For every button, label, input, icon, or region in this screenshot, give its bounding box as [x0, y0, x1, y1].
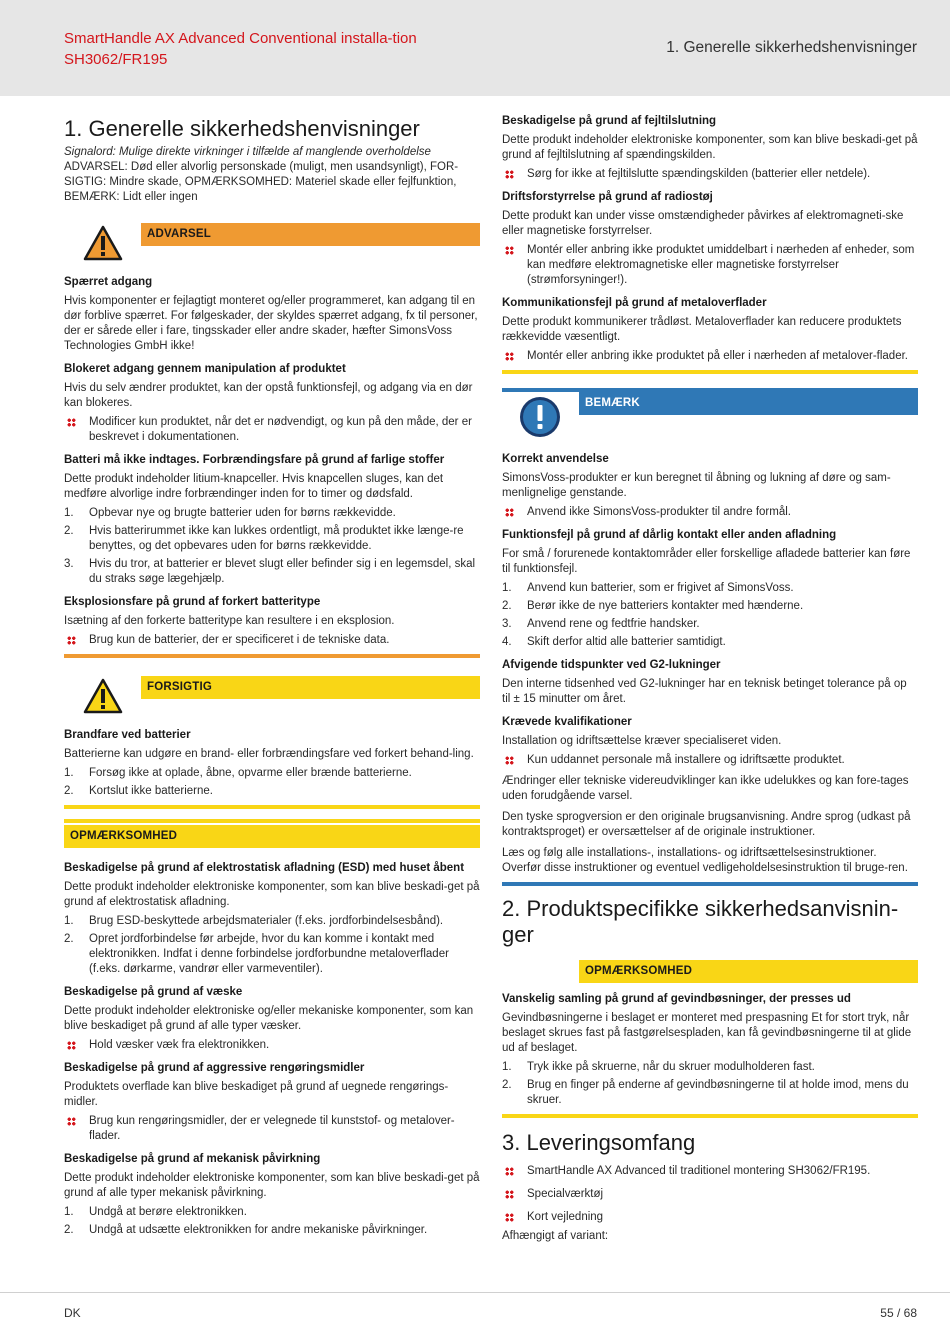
paragraph: Produktets overflade kan blive beskadiget på grund af uegnede rengørings-midler. — [64, 1081, 449, 1108]
list-item-text: Skift derfor altid alle batterier samtidigt. — [527, 636, 726, 648]
paragraph: Batterierne kan udgøre en brand- eller forbrændingsfare ved forkert behand-ling. — [64, 748, 474, 760]
list-number: 2. — [64, 785, 74, 797]
numbered-list — [64, 914, 480, 977]
bullet-icon — [505, 1167, 514, 1176]
list-item-text: Kort vejledning — [527, 1211, 604, 1223]
bullet-icon — [67, 636, 76, 645]
footer-page-number: 55 / 68 — [880, 1306, 917, 1320]
paragraph: Isætning af den forkerte batteritype kan resultere i en eksplosion. — [64, 615, 395, 627]
heading-esd: Beskadigelse på grund af elektrostatisk afladning (ESD) med huset åbent — [64, 862, 465, 874]
list-number: 2. — [502, 1079, 512, 1091]
numbered-list — [64, 1205, 480, 1238]
list-item — [502, 1060, 918, 1075]
note-box-header — [502, 392, 918, 444]
list-number: 1. — [64, 915, 74, 927]
list-item-text: Anvend kun batterier, som er frigivet af SimonsVoss. — [527, 582, 794, 594]
bullet-icon — [67, 1117, 76, 1126]
numbered-list — [64, 506, 480, 587]
list-item — [502, 599, 918, 614]
footer-divider — [0, 1292, 950, 1293]
attention-box — [64, 819, 480, 1238]
bullet-icon — [67, 418, 76, 427]
list-number: 3. — [502, 618, 512, 630]
list-item-text: Brug kun de batterier, der er specificeret i de tekniske data. — [89, 634, 390, 646]
heading-liquid: Beskadigelse på grund af væske — [64, 986, 243, 998]
attention-box-2 — [502, 958, 918, 1118]
bullet-list — [64, 1038, 480, 1053]
heading-wrong-connection: Beskadigelse på grund af fejltilslutning — [502, 115, 717, 127]
list-item — [64, 914, 480, 929]
list-item — [64, 1038, 480, 1053]
list-item-text: Hvis du tror, at batterier er blevet slugt eller befinder sig i en legemsdel, skal du straks søge lægehjælp. — [89, 558, 476, 585]
bullet-list — [502, 505, 918, 520]
attention-box-header — [64, 823, 480, 853]
variant-note: Afhængigt af variant: — [502, 1230, 609, 1242]
paragraph: Dette produkt kan under visse omstændigheder påvirkes af elektromagneti-ske eller magnetiske forstyrrelser. — [502, 210, 904, 237]
bullet-icon — [505, 1190, 514, 1199]
paragraph: Dette produkt indeholder elektroniske komponenter, som kan blive beskadi-get på grund af elektrostatisk afladning. — [64, 881, 480, 908]
chapter-title: 1. Generelle sikkerhedshenvisninger — [64, 116, 420, 141]
note-label: BEMÆRK — [579, 392, 918, 415]
heading-metal-surfaces: Kommunikationsfejl på grund af metaloverflader — [502, 297, 767, 309]
list-item — [64, 557, 480, 587]
paragraph: Gevindbøsningerne i beslaget er monteret med prespasning Et for stort tryk, når beslaget skrues fast på fastgørelsespladen, kan få gevindbøsningerne til at glide ud af beslaget. — [502, 1012, 912, 1054]
signal-word-intro: Signalord: Mulige direkte virkninger i tilfælde af manglende overholdelse — [64, 146, 431, 158]
list-item-text: Montér eller anbring ikke produktet på eller i nærheden af metalover-flader. — [527, 350, 908, 362]
list-item-text: Anvend ikke SimonsVoss-produkter til andre formål. — [527, 506, 791, 518]
bullet-list — [502, 753, 918, 768]
warning-label: ADVARSEL — [141, 223, 480, 246]
paragraph: Ændringer eller tekniske videreudviklinger kan ikke udelukkes og kan fore-tages uden forudgående varsel. — [502, 775, 909, 802]
list-item-text: Brug en finger på enderne af gevindbøsningerne til at holde imod, mens du skruer. — [527, 1079, 909, 1106]
list-item — [502, 617, 918, 632]
chapter-3-title: 3. Leveringsomfang — [502, 1130, 696, 1155]
heading-cleaning: Beskadigelse på grund af aggressive rengøringsmidler — [64, 1062, 365, 1074]
scope-of-delivery-list — [502, 1164, 918, 1225]
numbered-list — [502, 581, 918, 650]
paragraph: For små / forurenede kontaktområder eller forskellige afladede batterier kan føre til funktionsfejl. — [502, 548, 911, 575]
warning-box — [64, 215, 480, 658]
list-item-text: Modificer kun produktet, når det er nødvendigt, og kun på den måde, der er beskrevet i dokumentationen. — [89, 416, 472, 443]
heading-blocked-access: Spærret adgang — [64, 276, 153, 288]
list-item — [64, 1205, 480, 1220]
list-item-text: Opret jordforbindelse før arbejde, hvor du kan komme i kontakt med elektronikken. Indfat i denne forbindelse jordforbundne metaloverflader (f.eks. dørkarme, vandrør eller varmeventiler). — [89, 933, 449, 975]
bullet-icon — [505, 170, 514, 179]
list-number: 4. — [502, 636, 512, 648]
heading-g2-times: Afvigende tidspunkter ved G2-lukninger — [502, 659, 721, 671]
list-item-text: Specialværktøj — [527, 1188, 604, 1200]
list-item-text: Forsøg ikke at oplade, åbne, opvarme eller brænde batterierne. — [89, 767, 412, 779]
paragraph: Dette produkt indeholder litium-knapceller. Hvis knapcellen sluges, kan det medføre alvorlige indre forbrændinger inden for to timer og dødsfald. — [64, 473, 444, 500]
bullet-icon — [505, 756, 514, 765]
list-number: 2. — [502, 600, 512, 612]
caution-triangle-icon — [83, 678, 123, 714]
list-number: 1. — [502, 1061, 512, 1073]
list-item — [64, 766, 480, 781]
paragraph: Dette produkt indeholder elektroniske komponenter, som kan blive beskadi-get på grund af fejltilslutning af spændingskilden. — [502, 134, 918, 161]
caution-box-header — [64, 668, 480, 720]
box-end-rule — [64, 805, 480, 809]
list-item-text: Berør ikke de nye batteriers kontakter med hænderne. — [527, 600, 804, 612]
list-item-text: Brug kun rengøringsmidler, der er velegnede til kunststof- og metalover-flader. — [89, 1115, 455, 1142]
heading-mechanical: Beskadigelse på grund af mekanisk påvirkning — [64, 1153, 321, 1165]
bullet-list — [64, 1114, 480, 1144]
list-number: 1. — [64, 767, 74, 779]
warning-box-header — [64, 215, 480, 267]
list-item-text: Kortslut ikke batterierne. — [89, 785, 214, 797]
heading-radio-noise: Driftsforstyrrelse på grund af radiostøj — [502, 191, 713, 203]
list-number: 2. — [64, 1224, 74, 1236]
bullet-icon — [505, 508, 514, 517]
bullet-icon — [505, 1213, 514, 1222]
paragraph: Dette produkt kommunikerer trådløst. Metaloverflader kan reducere produktets rækkevidde væsentligt. — [502, 316, 902, 343]
list-item-text: Tryk ikke på skruerne, når du skruer modulholderen fast. — [527, 1061, 815, 1073]
list-number: 3. — [64, 558, 74, 570]
heading-explosion: Eksplosionsfare på grund af forkert batteritype — [64, 596, 321, 608]
caution-label: FORSIGTIG — [141, 676, 480, 699]
list-item — [64, 784, 480, 799]
bullet-icon — [505, 352, 514, 361]
heading-thread-bushings: Vanskelig samling på grund af gevindbøsninger, der presses ud — [502, 993, 851, 1005]
bullet-list — [64, 415, 480, 445]
bullet-list — [502, 167, 918, 182]
list-item-text: Hvis batterirummet ikke kan lukkes ordentligt, må produktet ikke længe-re benyttes, og det opbevares uden for børns rækkevidde. — [89, 525, 464, 552]
list-item — [64, 1223, 480, 1238]
list-item — [64, 1114, 480, 1144]
list-number: 1. — [64, 507, 74, 519]
list-item-text: Brug ESD-beskyttede arbejdsmaterialer (f.eks. jordforbindelsesbånd). — [89, 915, 444, 927]
paragraph: Hvis komponenter er fejlagtigt monteret og/eller programmeret, kan adgang til en dør forblive spærret. For følgeskader, der skyldes spærret adgang, fx til personer, der er sårede eller i fare, tingsskader eller andre skader, hæfter SimonsVoss Technologies GmbH ikke! — [64, 295, 478, 352]
paragraph: Dette produkt indeholder elektroniske komponenter, som kan blive beskadi-get på grund af alle typer mekanisk påvirkning. — [64, 1172, 480, 1199]
list-item — [64, 415, 480, 445]
document-title: SmartHandle AX Advanced Conventional installa-tion SH3062/FR195 — [64, 30, 417, 68]
list-item — [502, 505, 918, 520]
attention-label: OPMÆRKSOMHED — [64, 825, 480, 848]
bullet-icon — [505, 246, 514, 255]
left-column — [64, 112, 480, 1242]
numbered-list — [502, 1060, 918, 1108]
note-box — [502, 388, 918, 886]
paragraph: Hvis du selv ændrer produktet, kan der opstå funktionsfejl, og adgang via en dør kan blokeres. — [64, 382, 473, 409]
box-end-rule — [64, 654, 480, 658]
heading-fire: Brandfare ved batterier — [64, 729, 191, 741]
list-item-text: Hold væsker væk fra elektronikken. — [89, 1039, 270, 1051]
attention-box-2-header — [502, 958, 918, 984]
list-item-text: SmartHandle AX Advanced til traditionel montering SH3062/FR195. — [527, 1165, 871, 1177]
list-item-text: Sørg for ikke at fejltilslutte spændingskilden (batterier eller netdele). — [527, 168, 871, 180]
list-item-text: Kun uddannet personale må installere og idriftsætte produktet. — [527, 754, 845, 766]
paragraph: Installation og idriftsættelse kræver specialiseret viden. — [502, 735, 782, 747]
list-item — [502, 243, 918, 288]
list-item — [502, 349, 918, 364]
list-item-text: Montér eller anbring ikke produktet umiddelbart i nærheden af enheder, som kan medføre elektromagnetiske eller magnetiske forstyrrelser (strømforsyninger!). — [527, 244, 915, 286]
heading-qualifications: Krævede kvalifikationer — [502, 716, 632, 728]
heading-malfunction: Funktionsfejl på grund af dårlig kontakt eller anden afladning — [502, 529, 837, 541]
right-column — [502, 112, 918, 1248]
paragraph: Den interne tidsenhed ved G2-lukninger har en teknisk betinget tolerance på op til ± 15 minutter om året. — [502, 678, 907, 705]
numbered-list — [64, 766, 480, 799]
list-item — [502, 1164, 918, 1179]
signal-word-description: ADVARSEL: Død eller alvorlig personskade (muligt, men usandsynligt), FOR-SIGTIG: Mindre skade, OPMÆRKSOMHED: Materiel skade eller fejlfunktion, BEMÆRK: Lidt eller ingen — [64, 161, 459, 203]
list-item — [64, 524, 480, 554]
list-item — [502, 581, 918, 596]
heading-correct-use: Korrekt anvendelse — [502, 453, 609, 465]
list-item-text: Undgå at udsætte elektronikken for andre mekaniske påvirkninger. — [89, 1224, 428, 1236]
bullet-icon — [67, 1041, 76, 1050]
section-title: 1. Generelle sikkerhedshenvisninger — [666, 39, 917, 56]
list-item — [502, 1187, 918, 1202]
list-number: 1. — [64, 1206, 74, 1218]
bullet-list — [502, 243, 918, 288]
list-number: 1. — [502, 582, 512, 594]
list-item — [502, 1078, 918, 1108]
list-number: 2. — [64, 933, 74, 945]
paragraph: Dette produkt indeholder elektroniske og/eller mekaniske komponenter, som kan blive beskadiget på grund af alle typer væsker. — [64, 1005, 474, 1032]
chapter-2-title: 2. Produktspecifikke sikkerhedsanvisnin-ger — [502, 896, 899, 947]
paragraph: Læs og følg alle installations-, installations- og idriftsættelsesinstruktioner. Overfør disse instruktioner og eventuel vedligeholdelsesinstruktion til bruge-ren. — [502, 847, 908, 874]
warning-triangle-icon — [83, 225, 123, 261]
list-item — [502, 1210, 918, 1225]
box-end-rule — [502, 882, 918, 886]
bullet-list — [64, 633, 480, 648]
heading-battery: Batteri må ikke indtages. Forbrændingsfare på grund af farlige stoffer — [64, 454, 445, 466]
list-item-text: Anvend rene og fedtfrie handsker. — [527, 618, 700, 630]
list-item-text: Undgå at berøre elektronikken. — [89, 1206, 247, 1218]
page-header — [0, 0, 950, 96]
list-item — [64, 506, 480, 521]
list-item — [502, 753, 918, 768]
footer-language: DK — [64, 1306, 81, 1320]
list-item — [502, 635, 918, 650]
list-item — [64, 633, 480, 648]
exclamation-circle-icon — [519, 396, 561, 438]
list-item — [502, 167, 918, 182]
list-item — [64, 932, 480, 977]
box-end-rule — [502, 370, 918, 374]
box-end-rule — [502, 1114, 918, 1118]
attention-label: OPMÆRKSOMHED — [579, 960, 918, 983]
heading-manipulation: Blokeret adgang gennem manipulation af produktet — [64, 363, 346, 375]
list-number: 2. — [64, 525, 74, 537]
bullet-list — [502, 349, 918, 364]
list-item-text: Opbevar nye og brugte batterier uden for børns rækkevidde. — [89, 507, 396, 519]
paragraph: Den tyske sprogversion er den originale brugsanvisning. Andre sprog (udkast på kontraktsproget) er oversættelser af de originale instruktioner. — [502, 811, 911, 838]
caution-box — [64, 668, 480, 809]
paragraph: SimonsVoss-produkter er kun beregnet til åbning og lukning af døre og sam-menlignelige genstande. — [502, 472, 891, 499]
